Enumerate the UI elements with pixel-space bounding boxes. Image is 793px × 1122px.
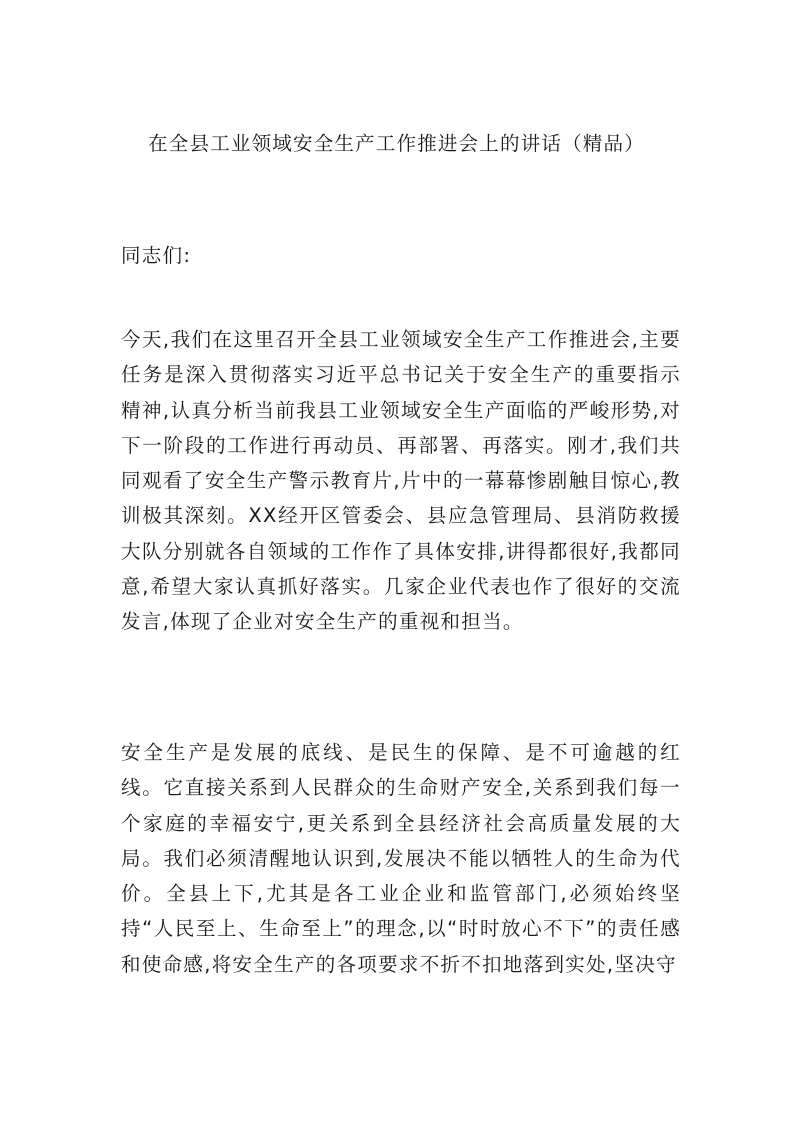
salutation: 同志们: — [121, 244, 192, 267]
paragraph-1: 今天,我们在这里召开全县工业领域安全生产工作推进会,主要任务是深入贯彻落实习近平总书记关于安全生产的重要指示精神,认真分析当前我县工业领域安全生产面临的严峻形势,对下一阶段的工作进行再动员、再部署、再落实。刚才,我们共同观看了安全生产警示教育片,片中的一幕幕惨剧触目惊心,教训极其深刻。XX经开区管委会、县应急管理局、县消防救援大队分别就各自领域的工作作了具体安排,讲得都很好,我都同意,希望大家认真抓好落实。几家企业代表也作了很好的交流发言,体现了企业对安全生产的重视和担当。 — [121, 328, 681, 634]
paragraph-2: 安全生产是发展的底线、是民生的保障、是不可逾越的红线。它直接关系到人民群众的生命财产安全,关系到我们每一个家庭的幸福安宁,更关系到全县经济社会高质量发展的大局。我们必须清醒地认识到,发展决不能以牺牲人的生命为代价。全县上下,尤其是各工业企业和监管部门,必须始终坚持“人民至上、生命至上”的理念,以“时时放心不下”的责任感和使命感,将安全生产的各项要求不折不扣地落到实处,坚决守 — [121, 741, 681, 976]
document-title: 在全县工业领域安全生产工作推进会上的讲话（精品） — [148, 132, 645, 155]
